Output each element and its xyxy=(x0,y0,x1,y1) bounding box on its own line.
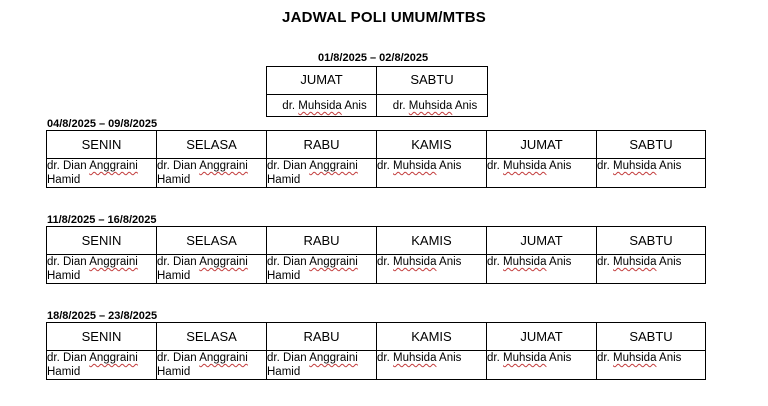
doctor-name: Muhsida xyxy=(393,256,437,268)
doctor-cell: dr. Muhsida Anis xyxy=(487,159,597,188)
week1-date-range: 04/8/2025 – 09/8/2025 xyxy=(47,118,158,130)
day-header-selasa: SELASA xyxy=(157,323,267,351)
doctor-name: Muhsida xyxy=(393,352,437,364)
week2-header-row xyxy=(47,227,706,255)
day-header-kamis: KAMIS xyxy=(377,131,487,159)
doctor-cell: dr. Dian Anggraini Hamid xyxy=(47,255,157,284)
doctor-cell: dr. Dian Anggraini Hamid xyxy=(157,255,267,284)
doctor-name: Muhsida xyxy=(503,352,547,364)
doctor-name: Anggraini xyxy=(89,256,138,268)
doctor-cell: dr. Muhsida Anis xyxy=(377,255,487,284)
day-header-sabtu: SABTU xyxy=(377,67,488,95)
doctor-name: Muhsida xyxy=(408,100,453,112)
doctor-cell: dr. Dian Anggraini Hamid xyxy=(267,351,377,380)
day-header-rabu: RABU xyxy=(267,323,377,351)
day-header-senin: SENIN xyxy=(47,131,157,159)
doctor-name: Muhsida xyxy=(613,352,657,364)
week2-table xyxy=(46,226,706,284)
week1-table xyxy=(46,130,706,188)
week1-doctor-row xyxy=(47,159,706,188)
day-header-jumat: JUMAT xyxy=(487,323,597,351)
doctor-cell: dr. Muhsida Anis xyxy=(377,159,487,188)
doctor-name: Anggraini xyxy=(199,256,248,268)
day-header-jumat: JUMAT xyxy=(487,131,597,159)
doctor-cell: dr. Dian Anggraini Hamid xyxy=(267,255,377,284)
doctor-cell: dr. Muhsida Anis xyxy=(597,351,706,380)
day-header-rabu: RABU xyxy=(267,227,377,255)
doctor-name: Anggraini xyxy=(309,160,358,172)
doctor-cell: dr. Muhsida Anis xyxy=(487,255,597,284)
doctor-name: Muhsida xyxy=(503,160,547,172)
week2-date-range: 11/8/2025 – 16/8/2025 xyxy=(47,214,157,226)
page-title: JADWAL POLI UMUM/MTBS xyxy=(282,9,486,26)
doctor-name: Anggraini xyxy=(199,160,248,172)
doctor-name: Muhsida xyxy=(393,160,437,172)
doctor-name: Anggraini xyxy=(89,352,138,364)
doctor-name: Muhsida xyxy=(613,256,657,268)
day-header-selasa: SELASA xyxy=(157,131,267,159)
doctor-name: Muhsida xyxy=(298,100,342,112)
doctor-cell: dr. Muhsida Anis xyxy=(377,351,487,380)
day-header-jumat: JUMAT xyxy=(267,67,377,95)
doctor-cell: dr. Muhsida Anis xyxy=(597,159,706,188)
doctor-cell: dr. Dian Anggraini Hamid xyxy=(157,159,267,188)
week0-table xyxy=(266,66,488,117)
doctor-cell: dr. Dian Anggraini Hamid xyxy=(47,351,157,380)
doctor-name: Anggraini xyxy=(199,352,248,364)
doctor-name: Anggraini xyxy=(309,352,358,364)
week0-header-row xyxy=(267,67,488,95)
week3-doctor-row xyxy=(47,351,706,380)
doctor-cell: dr. Dian Anggraini Hamid xyxy=(267,159,377,188)
doctor-cell: dr. Muhsida Anis xyxy=(487,351,597,380)
doctor-name: Anggraini xyxy=(309,256,358,268)
day-header-sabtu: SABTU xyxy=(597,131,706,159)
week3-table xyxy=(46,322,706,380)
doctor-cell: dr. Muhsida Anis xyxy=(597,255,706,284)
doctor-name: Muhsida xyxy=(503,256,547,268)
day-header-sabtu: SABTU xyxy=(597,323,706,351)
day-header-selasa: SELASA xyxy=(157,227,267,255)
day-header-sabtu: SABTU xyxy=(597,227,706,255)
day-header-senin: SENIN xyxy=(47,227,157,255)
doctor-cell: dr. Muhsida Anis xyxy=(377,95,488,117)
day-header-kamis: KAMIS xyxy=(377,227,487,255)
day-header-rabu: RABU xyxy=(267,131,377,159)
day-header-senin: SENIN xyxy=(47,323,157,351)
week0-doctor-row xyxy=(267,95,488,117)
week3-header-row xyxy=(47,323,706,351)
week3-date-range: 18/8/2025 – 23/8/2025 xyxy=(47,310,158,322)
doctor-name: Muhsida xyxy=(613,160,657,172)
doctor-cell: dr. Dian Anggraini Hamid xyxy=(157,351,267,380)
doctor-cell: dr. Dian Anggraini Hamid xyxy=(47,159,157,188)
week0-date-range: 01/8/2025 – 02/8/2025 xyxy=(318,52,429,64)
week1-header-row xyxy=(47,131,706,159)
day-header-kamis: KAMIS xyxy=(377,323,487,351)
week2-doctor-row xyxy=(47,255,706,284)
doctor-name: Anggraini xyxy=(89,160,138,172)
day-header-jumat: JUMAT xyxy=(487,227,597,255)
doctor-cell: dr. Muhsida Anis xyxy=(267,95,377,117)
